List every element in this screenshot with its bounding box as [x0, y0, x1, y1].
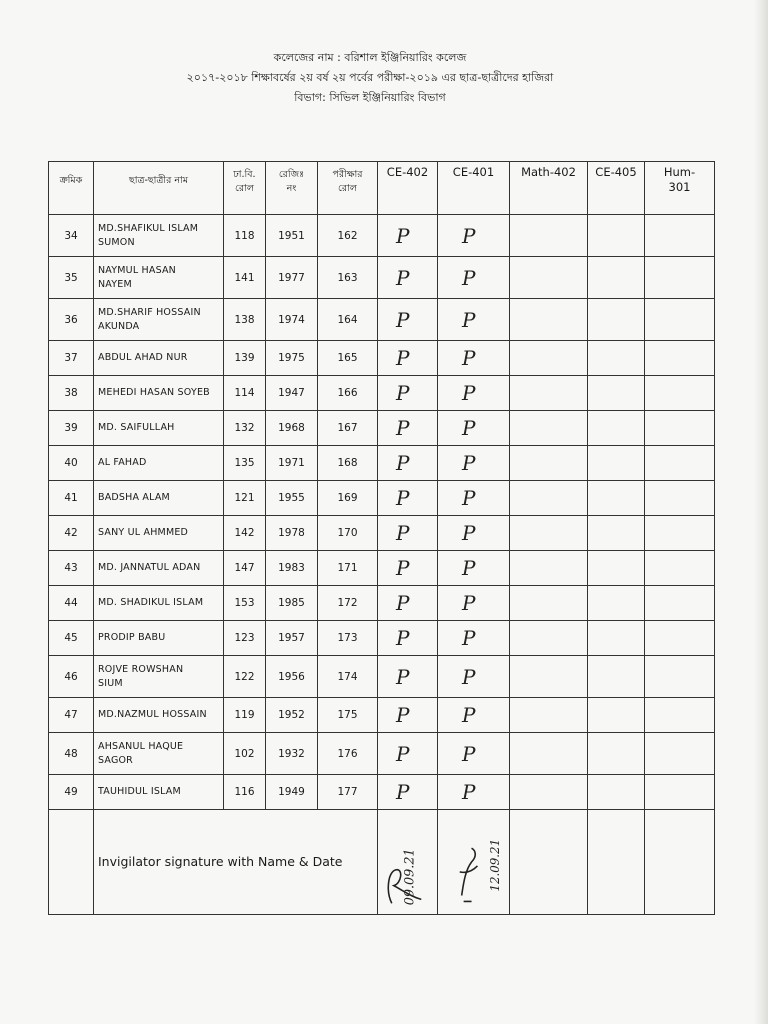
- student-name-cell: [94, 411, 224, 446]
- exam-roll-cell: 173: [318, 621, 378, 656]
- hum301-attendance-cell: [645, 733, 715, 775]
- student-name-cell: [94, 446, 224, 481]
- signature-section: [49, 810, 715, 915]
- student-name-line-1: NAYMUL HASAN: [98, 264, 176, 276]
- signature-row: [49, 810, 715, 915]
- hum301-attendance-cell: [645, 621, 715, 656]
- signature-empty-cell: [49, 810, 94, 915]
- du-roll-cell: 139: [224, 341, 266, 376]
- ce405-attendance-cell: [588, 621, 645, 656]
- exam-roll-cell: 170: [318, 516, 378, 551]
- table-row: [49, 376, 715, 411]
- hum301-attendance-cell: [645, 299, 715, 341]
- hum301-attendance-cell: [645, 775, 715, 810]
- department-name: বিভাগ: সিভিল ইঞ্জিনিয়ারিং বিভাগ: [294, 91, 446, 104]
- hum301-attendance-cell: [645, 411, 715, 446]
- signature-ce402: [378, 810, 438, 915]
- table-header: [49, 162, 715, 215]
- table-row: [49, 411, 715, 446]
- ce401-attendance-cell: P: [438, 656, 510, 698]
- math402-attendance-cell: [510, 698, 588, 733]
- reg-cell: 1985: [266, 586, 318, 621]
- table-row: [49, 299, 715, 341]
- student-name-line-1: MD.NAZMUL HOSSAIN: [98, 709, 207, 720]
- ce402-attendance-cell: P: [378, 516, 438, 551]
- ce401-attendance-cell: P: [438, 411, 510, 446]
- hum301-attendance-cell: [645, 215, 715, 257]
- ce405-attendance-cell: [588, 481, 645, 516]
- table-row: [49, 698, 715, 733]
- student-name-cell: [94, 376, 224, 411]
- col-ce405: CE-405: [588, 162, 645, 215]
- signature-ce401: [438, 810, 510, 915]
- student-name-cell: [94, 551, 224, 586]
- serial-cell: 41: [49, 481, 94, 516]
- student-name-cell: [94, 481, 224, 516]
- ce402-attendance-cell: P: [378, 656, 438, 698]
- hum301-attendance-cell: [645, 446, 715, 481]
- ce401-attendance-cell: P: [438, 481, 510, 516]
- math402-attendance-cell: [510, 446, 588, 481]
- table-body: [49, 215, 715, 810]
- reg-cell: 1977: [266, 257, 318, 299]
- ce401-attendance-cell: P: [438, 551, 510, 586]
- hum301-attendance-cell: [645, 656, 715, 698]
- student-name-line-2: SIUM: [98, 677, 123, 689]
- student-name-line-2: NAYEM: [98, 278, 132, 290]
- math402-attendance-cell: [510, 775, 588, 810]
- ce401-attendance-cell: P: [438, 257, 510, 299]
- du-roll-cell: 132: [224, 411, 266, 446]
- math402-attendance-cell: [510, 621, 588, 656]
- student-name-cell: [94, 733, 224, 775]
- col-du-roll-line-1: ঢা.বি.: [233, 169, 256, 180]
- col-ce401: CE-401: [438, 162, 510, 215]
- col-ce402: CE-402: [378, 162, 438, 215]
- hum301-attendance-cell: [645, 551, 715, 586]
- student-name-line-1: MEHEDI HASAN SOYEB: [98, 387, 210, 398]
- math402-attendance-cell: [510, 376, 588, 411]
- exam-roll-cell: 175: [318, 698, 378, 733]
- math402-attendance-cell: [510, 299, 588, 341]
- ce401-attendance-cell: P: [438, 446, 510, 481]
- table-row: [49, 733, 715, 775]
- table-row: [49, 656, 715, 698]
- serial-cell: 40: [49, 446, 94, 481]
- col-hum301-line-2: 301: [668, 180, 691, 194]
- du-roll-cell: 142: [224, 516, 266, 551]
- table-row: [49, 586, 715, 621]
- ce405-attendance-cell: [588, 376, 645, 411]
- du-roll-cell: 122: [224, 656, 266, 698]
- table-row: [49, 215, 715, 257]
- hum301-attendance-cell: [645, 586, 715, 621]
- invigilator-signature-label: Invigilator signature with Name & Date: [94, 810, 378, 915]
- student-name-line-1: MD. SAIFULLAH: [98, 422, 175, 433]
- student-name-line-1: AHSANUL HAQUE: [98, 740, 184, 752]
- ce405-attendance-cell: [588, 341, 645, 376]
- ce402-attendance-cell: P: [378, 481, 438, 516]
- du-roll-cell: 118: [224, 215, 266, 257]
- signature-ce405: [588, 810, 645, 915]
- student-name-cell: [94, 698, 224, 733]
- col-reg-line-2: নং: [286, 183, 297, 194]
- ce402-attendance-cell: P: [378, 341, 438, 376]
- col-serial-label: ক্রমিক: [59, 175, 83, 186]
- student-name-line-2: SAGOR: [98, 754, 133, 766]
- exam-roll-cell: 165: [318, 341, 378, 376]
- du-roll-cell: 102: [224, 733, 266, 775]
- ce402-attendance-cell: P: [378, 621, 438, 656]
- exam-roll-cell: 162: [318, 215, 378, 257]
- ce405-attendance-cell: [588, 516, 645, 551]
- student-name-line-1: BADSHA ALAM: [98, 492, 170, 503]
- du-roll-cell: 147: [224, 551, 266, 586]
- signature-ce401-mark: [438, 812, 509, 912]
- table-row: [49, 516, 715, 551]
- reg-cell: 1949: [266, 775, 318, 810]
- exam-roll-cell: 171: [318, 551, 378, 586]
- serial-cell: 47: [49, 698, 94, 733]
- reg-cell: 1957: [266, 621, 318, 656]
- serial-cell: 43: [49, 551, 94, 586]
- col-du-roll: [224, 162, 266, 215]
- math402-attendance-cell: [510, 656, 588, 698]
- table-row: [49, 551, 715, 586]
- ce401-attendance-cell: P: [438, 586, 510, 621]
- serial-cell: 48: [49, 733, 94, 775]
- signature-hum301: [645, 810, 715, 915]
- hum301-attendance-cell: [645, 376, 715, 411]
- reg-cell: 1947: [266, 376, 318, 411]
- ce402-attendance-cell: P: [378, 376, 438, 411]
- student-name-cell: [94, 656, 224, 698]
- serial-cell: 49: [49, 775, 94, 810]
- ce405-attendance-cell: [588, 299, 645, 341]
- exam-roll-cell: 166: [318, 376, 378, 411]
- exam-roll-cell: 164: [318, 299, 378, 341]
- ce402-attendance-cell: P: [378, 411, 438, 446]
- hum301-attendance-cell: [645, 481, 715, 516]
- signature-ce402-mark: [378, 812, 437, 912]
- student-name-line-1: MD. JANNATUL ADAN: [98, 562, 201, 573]
- ce405-attendance-cell: [588, 698, 645, 733]
- ce402-attendance-cell: P: [378, 299, 438, 341]
- exam-roll-cell: 176: [318, 733, 378, 775]
- serial-cell: 34: [49, 215, 94, 257]
- reg-cell: 1955: [266, 481, 318, 516]
- table-row: [49, 481, 715, 516]
- serial-cell: 42: [49, 516, 94, 551]
- signature-math402: [510, 810, 588, 915]
- student-name-line-1: ABDUL AHAD NUR: [98, 352, 188, 363]
- ce402-attendance-cell: P: [378, 215, 438, 257]
- ce402-attendance-cell: P: [378, 446, 438, 481]
- student-name-line-1: TAUHIDUL ISLAM: [98, 786, 181, 797]
- math402-attendance-cell: [510, 411, 588, 446]
- student-name-line-2: SUMON: [98, 236, 135, 248]
- hum301-attendance-cell: [645, 341, 715, 376]
- du-roll-cell: 114: [224, 376, 266, 411]
- col-reg-line-1: রেজিঃ: [278, 169, 305, 180]
- hum301-attendance-cell: [645, 257, 715, 299]
- reg-cell: 1978: [266, 516, 318, 551]
- ce401-attendance-cell: P: [438, 299, 510, 341]
- college-name: কলেজের নাম : বরিশাল ইঞ্জিনিয়ারিং কলেজ: [273, 51, 467, 64]
- du-roll-cell: 153: [224, 586, 266, 621]
- ce401-attendance-cell: P: [438, 516, 510, 551]
- reg-cell: 1952: [266, 698, 318, 733]
- signature-ce402-date: 09.09.21: [402, 848, 418, 906]
- hum301-attendance-cell: [645, 516, 715, 551]
- reg-cell: 1974: [266, 299, 318, 341]
- serial-cell: 36: [49, 299, 94, 341]
- table-row: [49, 446, 715, 481]
- reg-cell: 1932: [266, 733, 318, 775]
- student-name-line-1: MD.SHAFIKUL ISLAM: [98, 222, 199, 234]
- ce401-attendance-cell: P: [438, 376, 510, 411]
- reg-cell: 1968: [266, 411, 318, 446]
- student-name-line-1: AL FAHAD: [98, 457, 147, 468]
- ce405-attendance-cell: [588, 775, 645, 810]
- reg-cell: 1956: [266, 656, 318, 698]
- ce405-attendance-cell: [588, 411, 645, 446]
- document-header: [0, 48, 740, 108]
- reg-cell: 1983: [266, 551, 318, 586]
- exam-roll-cell: 168: [318, 446, 378, 481]
- hum301-attendance-cell: [645, 698, 715, 733]
- du-roll-cell: 141: [224, 257, 266, 299]
- ce401-attendance-cell: P: [438, 621, 510, 656]
- serial-cell: 46: [49, 656, 94, 698]
- math402-attendance-cell: [510, 516, 588, 551]
- student-name-cell: [94, 257, 224, 299]
- student-name-cell: [94, 516, 224, 551]
- student-name-cell: [94, 586, 224, 621]
- exam-roll-cell: 167: [318, 411, 378, 446]
- math402-attendance-cell: [510, 733, 588, 775]
- exam-roll-cell: 177: [318, 775, 378, 810]
- math402-attendance-cell: [510, 481, 588, 516]
- reg-cell: 1971: [266, 446, 318, 481]
- serial-cell: 45: [49, 621, 94, 656]
- col-name: [94, 162, 224, 215]
- ce405-attendance-cell: [588, 446, 645, 481]
- student-name-line-1: ROJVE ROWSHAN: [98, 663, 184, 675]
- student-name-line-1: SANY UL AHMMED: [98, 527, 189, 538]
- ce402-attendance-cell: P: [378, 775, 438, 810]
- col-du-roll-line-2: রোল: [235, 183, 254, 194]
- student-name-cell: [94, 215, 224, 257]
- serial-cell: 39: [49, 411, 94, 446]
- du-roll-cell: 135: [224, 446, 266, 481]
- ce401-attendance-cell: P: [438, 698, 510, 733]
- exam-roll-cell: 169: [318, 481, 378, 516]
- serial-cell: 35: [49, 257, 94, 299]
- table-row: [49, 775, 715, 810]
- student-name-line-1: MD.SHARIF HOSSAIN: [98, 306, 201, 318]
- ce405-attendance-cell: [588, 215, 645, 257]
- table-row: [49, 257, 715, 299]
- math402-attendance-cell: [510, 215, 588, 257]
- col-math402: Math-402: [510, 162, 588, 215]
- student-name-cell: [94, 299, 224, 341]
- ce402-attendance-cell: P: [378, 733, 438, 775]
- du-roll-cell: 138: [224, 299, 266, 341]
- ce402-attendance-cell: P: [378, 698, 438, 733]
- col-exam-roll-line-1: পরীক্ষার: [332, 169, 363, 180]
- exam-title: ২০১৭-২০১৮ শিক্ষাবর্ষের ২য় বর্ষ ২য় পর্বের পরীক্ষা-২০১৯ এর ছাত্র-ছাত্রীদের হাজিরা: [186, 71, 554, 84]
- ce402-attendance-cell: P: [378, 257, 438, 299]
- du-roll-cell: 116: [224, 775, 266, 810]
- ce401-attendance-cell: P: [438, 733, 510, 775]
- student-name-line-1: PRODIP BABU: [98, 632, 166, 643]
- col-reg: [266, 162, 318, 215]
- student-name-cell: [94, 621, 224, 656]
- col-hum301-line-1: Hum-: [663, 165, 696, 179]
- math402-attendance-cell: [510, 341, 588, 376]
- exam-roll-cell: 174: [318, 656, 378, 698]
- ce401-attendance-cell: P: [438, 775, 510, 810]
- student-name-cell: [94, 775, 224, 810]
- ce405-attendance-cell: [588, 656, 645, 698]
- du-roll-cell: 119: [224, 698, 266, 733]
- col-name-label: ছাত্র-ছাত্রীর নাম: [128, 175, 189, 186]
- serial-cell: 44: [49, 586, 94, 621]
- table-row: [49, 341, 715, 376]
- du-roll-cell: 121: [224, 481, 266, 516]
- ce405-attendance-cell: [588, 586, 645, 621]
- col-exam-roll: [318, 162, 378, 215]
- student-name-cell: [94, 341, 224, 376]
- student-name-line-2: AKUNDA: [98, 320, 140, 332]
- exam-roll-cell: 163: [318, 257, 378, 299]
- col-serial: [49, 162, 94, 215]
- serial-cell: 37: [49, 341, 94, 376]
- math402-attendance-cell: [510, 257, 588, 299]
- ce405-attendance-cell: [588, 551, 645, 586]
- ce405-attendance-cell: [588, 257, 645, 299]
- student-name-line-1: MD. SHADIKUL ISLAM: [98, 597, 204, 608]
- page-edge: [754, 0, 768, 1024]
- reg-cell: 1951: [266, 215, 318, 257]
- ce405-attendance-cell: [588, 733, 645, 775]
- serial-cell: 38: [49, 376, 94, 411]
- table-row: [49, 621, 715, 656]
- signature-ce401-date: 12.09.21: [488, 838, 503, 892]
- col-hum301: [645, 162, 715, 215]
- ce401-attendance-cell: P: [438, 341, 510, 376]
- ce402-attendance-cell: P: [378, 551, 438, 586]
- exam-roll-cell: 172: [318, 586, 378, 621]
- math402-attendance-cell: [510, 586, 588, 621]
- math402-attendance-cell: [510, 551, 588, 586]
- ce402-attendance-cell: P: [378, 586, 438, 621]
- attendance-table: [48, 161, 715, 915]
- du-roll-cell: 123: [224, 621, 266, 656]
- col-exam-roll-line-2: রোল: [338, 183, 357, 194]
- reg-cell: 1975: [266, 341, 318, 376]
- ce401-attendance-cell: P: [438, 215, 510, 257]
